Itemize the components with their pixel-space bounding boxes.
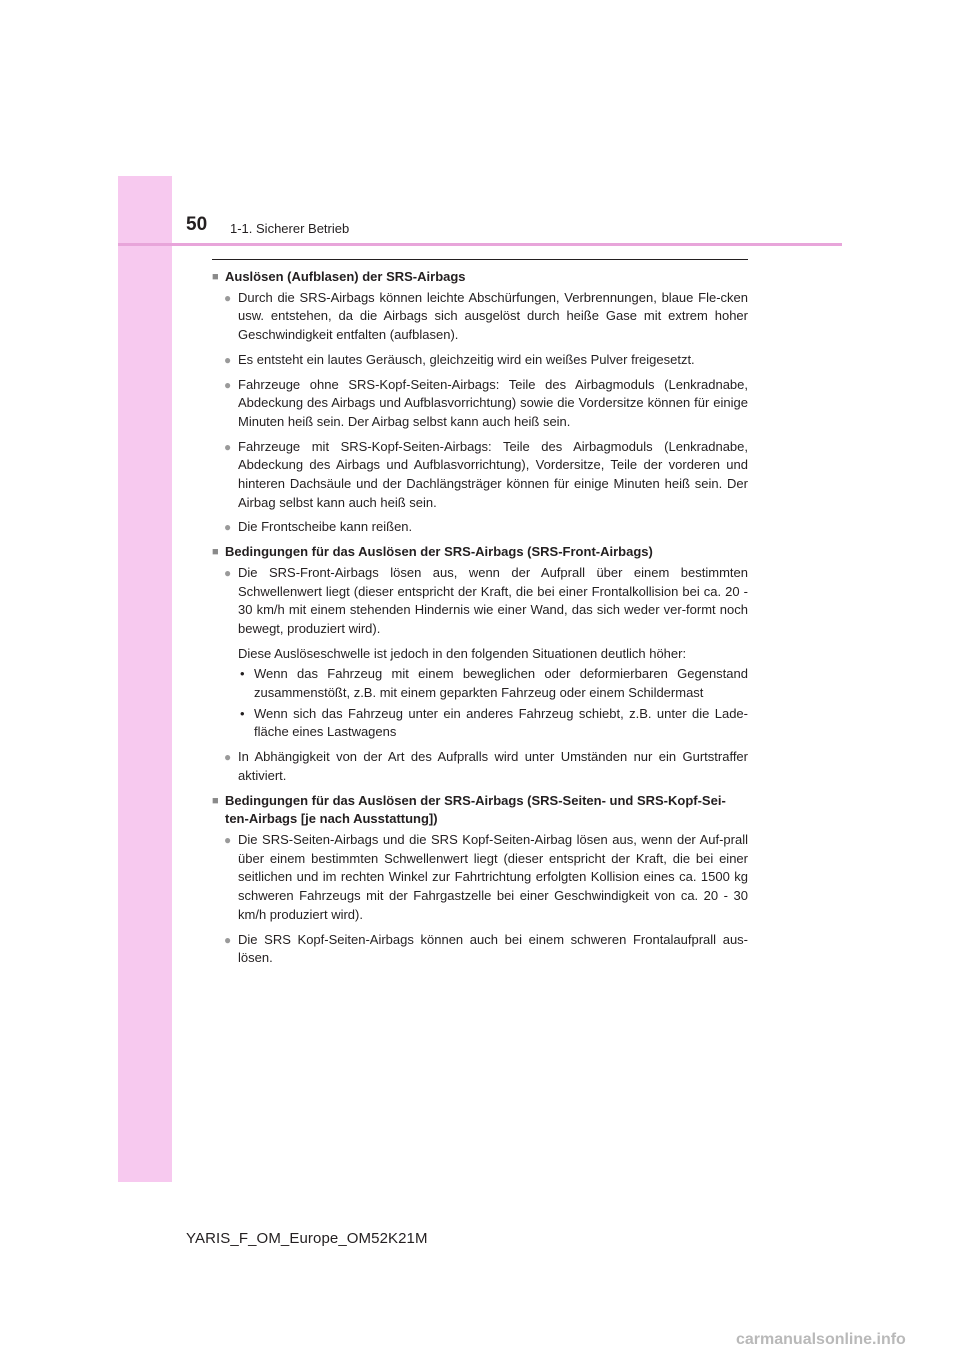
footer-model-code: YARIS_F_OM_Europe_OM52K21M [186, 1230, 428, 1247]
list-item [212, 518, 748, 537]
circle-bullet-icon: ● [224, 352, 232, 367]
square-bullet-icon: ■ [212, 271, 219, 283]
watermark: carmanualsonline.info [736, 1331, 906, 1348]
sub-list-item [238, 705, 748, 742]
section [212, 268, 748, 537]
section-heading [212, 792, 748, 829]
heading-text: Auslösen (Aufblasen) der SRS-Airbags [225, 269, 466, 284]
list-item [212, 376, 748, 432]
bullet-extra-text: Diese Auslöseschwelle ist jedoch in den folgenden Situationen deutlich höher: [238, 645, 687, 661]
dot-marker: • [240, 705, 245, 721]
circle-bullet-icon: ● [224, 520, 232, 535]
bullet-text: Die Frontscheibe kann reißen. [238, 519, 413, 535]
content-top-rule [212, 259, 748, 260]
page-number: 50 [186, 214, 208, 235]
circle-bullet-icon: ● [224, 932, 232, 947]
sub-item-text: Wenn sich das Fahrzeug unter ein anderes Fahrzeug schiebt, z.B. unter die Lade-fläche eines Lastwagens [254, 705, 748, 740]
list-item [212, 748, 748, 785]
list-item [212, 564, 748, 742]
section-title: 1-1. Sicherer Betrieb [230, 221, 350, 236]
section-heading [212, 543, 748, 562]
circle-bullet-icon: ● [224, 377, 232, 392]
bullet-text: Die SRS-Seiten-Airbags und die SRS Kopf-Seiten-Airbag lösen aus, wenn der Auf-prall über einem bestimmten Schwellenwert liegt (dieser entspricht der Kraft, die bei einer seitlichen und im rechten Winkel zur Fahrtrichtung erfolgten Kollision eines ca. 1500 kg schweren Fahrzeugs mit der Fahrgastzelle bei einer Geschwindigkeit von ca. 20 - 30 km/h produziert wird). [238, 831, 748, 922]
bullet-text: Fahrzeuge mit SRS-Kopf-Seiten-Airbags: Teile des Airbagmoduls (Lenkradnabe, Abdeckung des Airbags und Aufblasvorrichtung), Vordersitze, Teile der vorderen und hinteren Dachsäule und der Dachlängsträger können für einige Minuten heiß sein. Der Airbag selbst kann auch heiß sein. [238, 438, 748, 510]
content-body [212, 268, 748, 974]
bullet-text: Durch die SRS-Airbags können leichte Abschürfungen, Verbrennungen, blaue Fle-cken usw. entstehen, da die Airbags sich ausgelöst durch heiße Gase mit extrem hoher Geschwindigkeit entfalten (aufblasen). [238, 289, 748, 343]
list-item [212, 351, 748, 370]
dot-marker: • [240, 666, 245, 682]
section-heading [212, 268, 748, 287]
bullet-text: Es entsteht ein lautes Geräusch, gleichzeitig wird ein weißes Pulver freigesetzt. [238, 351, 695, 367]
section [212, 792, 748, 968]
list-item [212, 931, 748, 968]
circle-bullet-icon: ● [224, 832, 232, 847]
square-bullet-icon: ■ [212, 794, 219, 807]
square-bullet-icon: ■ [212, 546, 219, 559]
sub-list-item [238, 665, 748, 702]
list-item [212, 438, 748, 513]
list-item [212, 831, 748, 925]
circle-bullet-icon: ● [224, 290, 232, 305]
circle-bullet-icon: ● [224, 565, 232, 580]
heading-text: Bedingungen für das Auslösen der SRS-Airbags (SRS-Seiten- und SRS-Kopf-Sei-ten-Airbags [je nach Ausstattung]) [225, 792, 726, 827]
bullet-text: Die SRS Kopf-Seiten-Airbags können auch bei einem schweren Frontalaufprall aus-lösen. [238, 931, 748, 966]
sub-item-text: Wenn das Fahrzeug mit einem beweglichen oder deformierbaren Gegenstand zusammenstößt, z.B. mit einem geparkten Fahrzeug oder einem Schildermast [254, 666, 748, 701]
section [212, 543, 748, 785]
bullet-text: Die SRS-Front-Airbags lösen aus, wenn der Aufprall über einem bestimmten Schwellenwert liegt (dieser entspricht der Kraft, die bei einer Frontalkollision bei ca. 20 - 30 km/h mit einem stehenden Hindernis wie einer Wand, das sich weder ver-formt noch bewegt, produziert wird). [238, 564, 748, 636]
header-rule [118, 243, 842, 246]
circle-bullet-icon: ● [224, 750, 232, 765]
pink-sidebar [118, 176, 172, 1182]
bullet-text: In Abhängigkeit von der Art des Aufpralls wird unter Umständen nur ein Gurtstraffer aktiviert. [238, 749, 748, 783]
bullet-text: Fahrzeuge ohne SRS-Kopf-Seiten-Airbags: Teile des Airbagmoduls (Lenkradnabe, Abdeckung des Airbags und Aufblasvorrichtung) sowie die Vordersitze können für einige Minuten heiß sein. Der Airbag selbst kann auch heiß sein. [238, 376, 748, 429]
heading-text: Bedingungen für das Auslösen der SRS-Airbags (SRS-Front-Airbags) [225, 544, 653, 560]
list-item [212, 289, 748, 345]
circle-bullet-icon: ● [224, 439, 232, 454]
